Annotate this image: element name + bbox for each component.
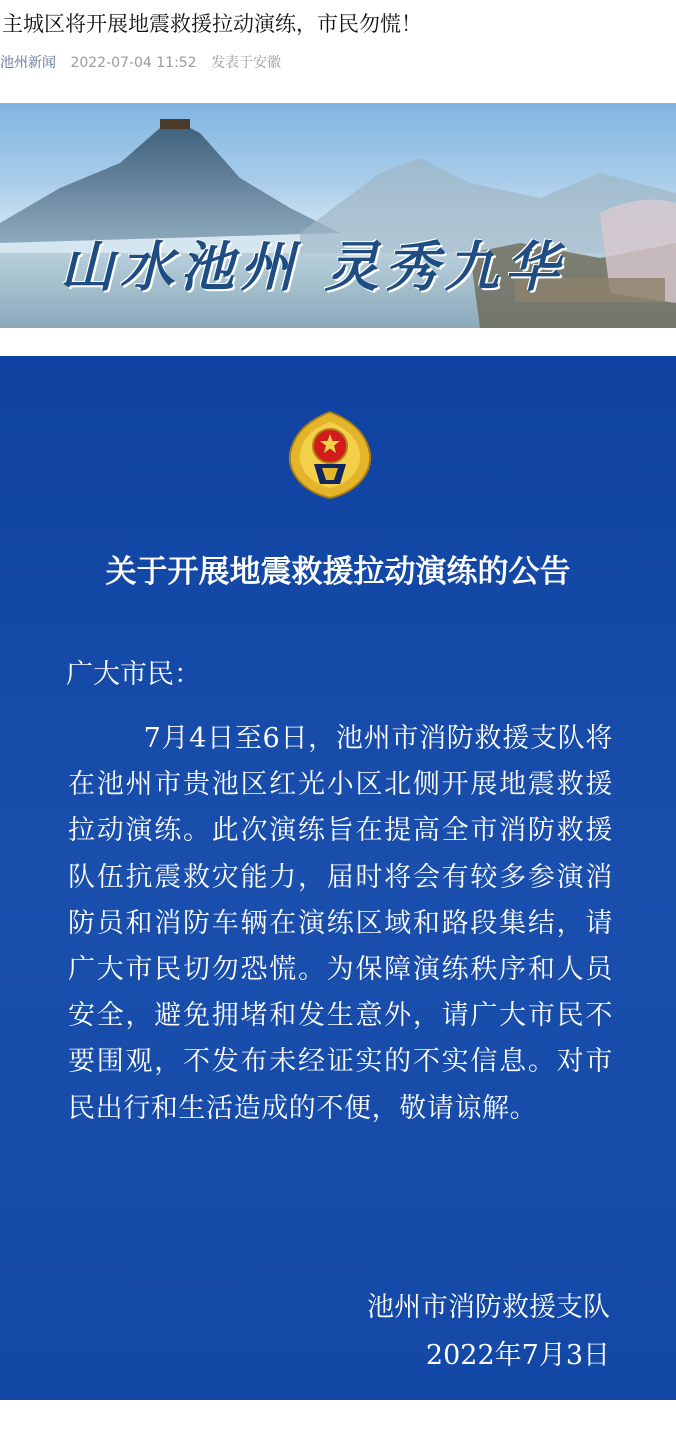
notice-body: 7月4日至6日，池州市消防救援支队将在池州市贵池区红光小区北侧开展地震救援拉动演练。此次演练旨在提高全市消防救援队伍抗震救灾能力，届时将会有较多参演消防员和消防车辆在演练区域和路段集结，请广大市民切勿恐慌。为保障演练秩序和人员安全，避免拥堵和发生意外，请广大市民不要围观，不发布未经证实的不实信息。对市民出行和生活造成的不便，敬请谅解。 <box>68 723 613 1124</box>
publish-time: 2022-07-04 11:52 <box>70 55 197 71</box>
notice-title: 关于开展地震救援拉动演练的公告 <box>105 554 571 590</box>
banner-slogan: 山水池州 灵秀九华 <box>60 234 565 299</box>
notice-salutation: 广大市民： <box>66 659 201 690</box>
article-header <box>0 0 676 96</box>
article-title: 主城区将开展地震救援拉动演练，市民勿慌！ <box>2 12 422 36</box>
banner-image <box>0 103 676 328</box>
article-meta <box>0 52 281 74</box>
fire-rescue-emblem-icon <box>286 408 374 500</box>
notice-signer: 池州市消防救援支队 <box>367 1292 610 1323</box>
publish-location: 发表于安徽 <box>211 55 282 71</box>
notice-date: 2022年7月3日 <box>425 1340 610 1371</box>
source-link[interactable]: 池州新闻 <box>0 55 56 71</box>
